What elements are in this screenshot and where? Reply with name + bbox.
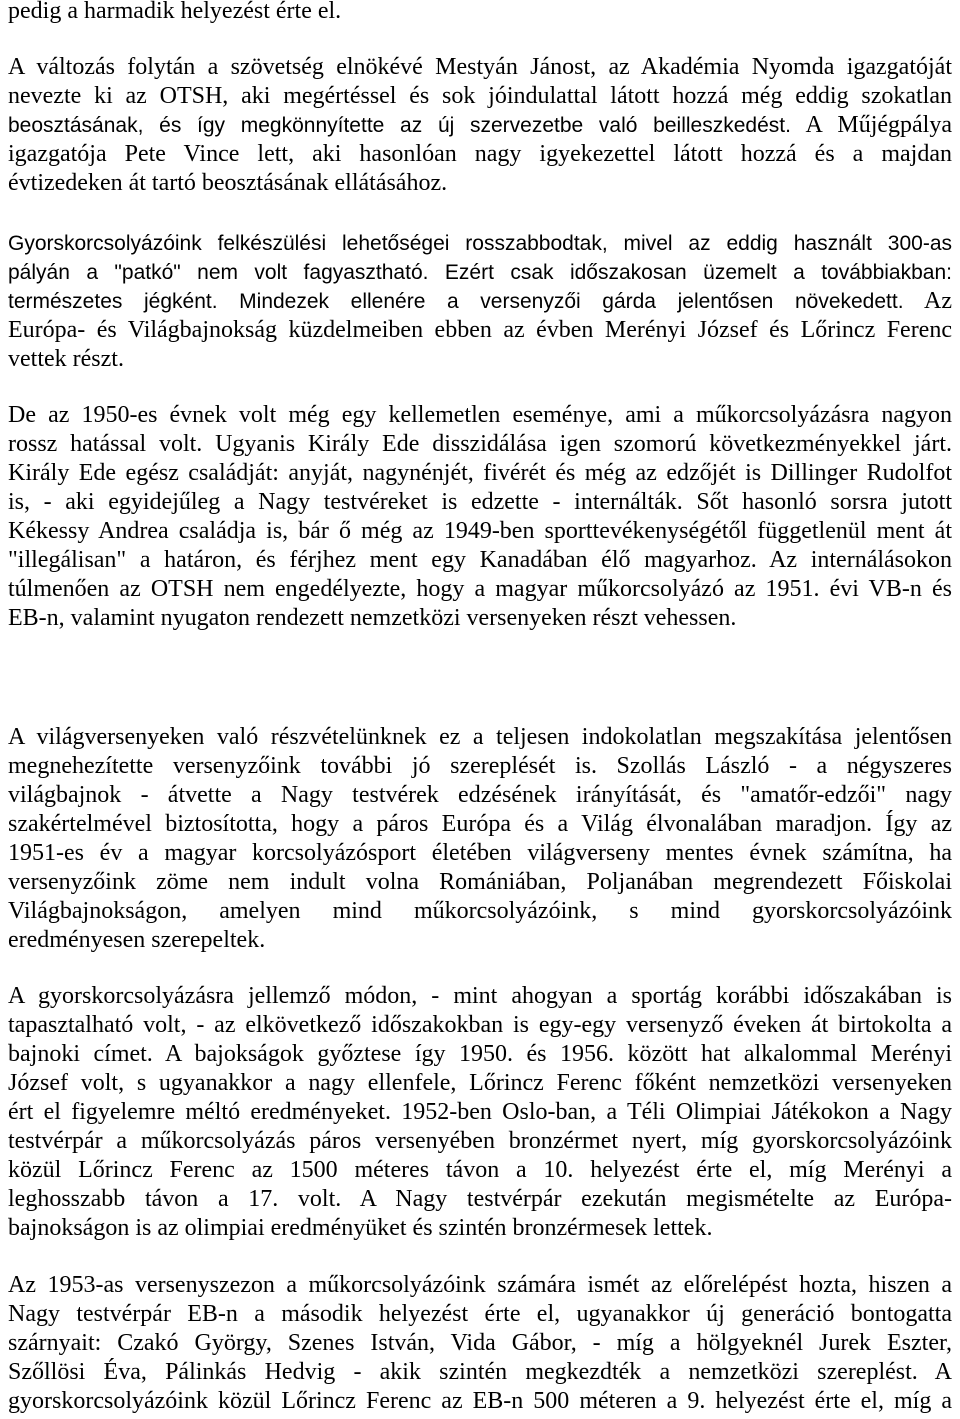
text-line: közül Lőrincz Ferenc az 1500 méteres távon a 10. helyezést érte el, míg Merényi a <box>8 1157 952 1183</box>
paragraph <box>8 229 952 374</box>
text-line: ért el figyelemre méltó eredményeket. 1952-ben Oslo-ban, a Téli Olimpiai Játékokon a Nagy <box>8 1099 952 1125</box>
paragraph <box>8 0 952 26</box>
text-line: szakértelmével biztosította, hogy a páros Európa és a Világ élvonalában maradjon. Így az <box>8 811 952 837</box>
text-line: A változás folytán a szövetség elnökévé Mestyán Jánost, az Akadémia Nyomda igazgatóját <box>8 54 952 80</box>
text-line: József volt, s ugyanakkor a nagy ellenfele, Lőrincz Ferenc főként nemzetközi versenyeken <box>8 1070 952 1096</box>
text-line: pályán a "patkó" nem volt fagyasztható. Ezért csak időszakosan üzemelt a továbbiakban: <box>8 261 952 284</box>
text-line: pedig a harmadik helyezést érte el. <box>8 0 342 24</box>
text-line: gyorskorcsolyázóink közül Lőrincz Ferenc az EB-n 500 méteren a 9. helyezést érte el, míg a <box>8 1388 952 1414</box>
text-line: igazgatója Pete Vince lett, aki hasonlóan nagy igyekezettel látott hozzá és a majdan <box>8 141 952 167</box>
text-line: túlmenően az OTSH nem engedélyezte, hogy a magyar műkorcsolyázó az 1951. évi VB-n és <box>8 576 952 602</box>
text-line: Gyorskorcsolyázóink felkészülési lehetőségei rosszabbodtak, mivel az eddig használt 300-as <box>8 232 952 255</box>
text-line: 1951-es év a magyar korcsolyázósport életében világverseny mentes évnek számítna, ha <box>8 840 952 866</box>
text-line: versenyzőink zöme nem indult volna Romániában, Poljanában megrendezett Főiskolai <box>8 869 952 895</box>
text-run-serif: Az <box>924 288 952 314</box>
text-line: vettek részt. <box>8 346 124 372</box>
text-line: "illegálisan" a határon, és férjhez ment egy Kanadában élő magyarhoz. Az internálásokon <box>8 547 952 573</box>
text-line: bajnokságon is az olimpiai eredményüket és szintén bronzérmesek lettek. <box>8 1215 713 1241</box>
text-line: Szőllösi Éva, Pálinkás Hedvig - akik szintén megkezdték a nemzetközi szereplést. A <box>8 1359 952 1385</box>
text-line: A világversenyeken való részvételünknek ez a teljesen indokolatlan megszakítása jelentősen <box>8 724 952 750</box>
text-line: testvérpár a műkorcsolyázás páros versenyében bronzérmet nyert, míg gyorskorcsolyázóink <box>8 1128 952 1154</box>
text-line: A gyorskorcsolyázásra jellemző módon, - mint ahogyan a sportág korábbi időszakában is <box>8 983 952 1009</box>
text-line: Kékessy Andrea családja is, bár ő még az 1949-ben sporttevékenységétől függetlenül ment át <box>8 518 952 544</box>
text-line: nevezte ki az OTSH, aki megértéssel és sok jóindulattal látott hozzá még eddig szokatlan <box>8 83 952 109</box>
text-run-sans: természetes jégként. Mindezek ellenére a versenyzői gárda jelentősen növekedett. <box>8 290 904 313</box>
paragraph <box>8 53 952 198</box>
paragraph <box>8 723 952 955</box>
paragraph <box>8 401 952 633</box>
text-line: Világbajnokságon, amelyen mind műkorcsolyázóink, s mind gyorskorcsolyázóink <box>8 898 952 924</box>
text-line: EB-n, valamint nyugaton rendezett nemzetközi versenyeken részt vehessen. <box>8 605 737 631</box>
text-line: bajnoki címet. A bajokságok győztese így 1950. és 1956. között hat alkalommal Merényi <box>8 1041 952 1067</box>
text-line: is, - aki egyidejűleg a Nagy testvéreket is edzette - internálták. Sőt hasonló sorsra jutott <box>8 489 952 515</box>
text-line: megnehezítette versenyzőink további jó szereplését is. Szollás László - a négyszeres <box>8 753 952 779</box>
paragraph <box>8 1271 952 1416</box>
text-line: világbajnok - átvette a Nagy testvérek edzésének irányítását, és "amatőr-edzői" nagy <box>8 782 952 808</box>
text-line: szárnyait: Czakó György, Szenes István, Vida Gábor, - míg a hölgyeknél Jurek Eszter, <box>8 1330 952 1356</box>
text-line: Európa- és Világbajnokság küzdelmeiben ebben az évben Merényi József és Lőrincz Ferenc <box>8 317 952 343</box>
text-line: leghosszabb távon a 17. volt. A Nagy testvérpár ezekután megismételte az Európa- <box>8 1186 952 1212</box>
text-line: Az 1953-as versenyszezon a műkorcsolyázóink számára ismét az előrelépést hozta, hiszen a <box>8 1272 952 1298</box>
text-run-sans: beosztásának, és így megkönnyítette az új szervezetbe való beilleszkedést. <box>8 114 791 137</box>
text-line: Király Ede egész családját: anyját, nagynénjét, fivérét és még az edzőjét is Dillinger Rudolfot <box>8 460 952 486</box>
text-line: rossz hatással volt. Ugyanis Király Ede disszidálása igen szomorú következményekkel járt. <box>8 431 952 457</box>
paragraph <box>8 982 952 1243</box>
text-line: tapasztalható volt, - az elkövetkező időszakokban is egy-egy versenyző éveken át birtokolta a <box>8 1012 952 1038</box>
text-line <box>8 111 952 140</box>
text-line <box>8 287 952 316</box>
text-line: De az 1950-es évnek volt még egy kellemetlen eseménye, ami a műkorcsolyázásra nagyon <box>8 402 952 428</box>
text-run-serif: A Műjégpálya <box>805 112 953 138</box>
text-line: évtizedeken át tartó beosztásának ellátásához. <box>8 170 448 196</box>
text-line: eredményesen szerepeltek. <box>8 927 266 953</box>
text-line: Nagy testvérpár EB-n a második helyezést érte el, ugyanakkor új generáció bontogatta <box>8 1301 952 1327</box>
